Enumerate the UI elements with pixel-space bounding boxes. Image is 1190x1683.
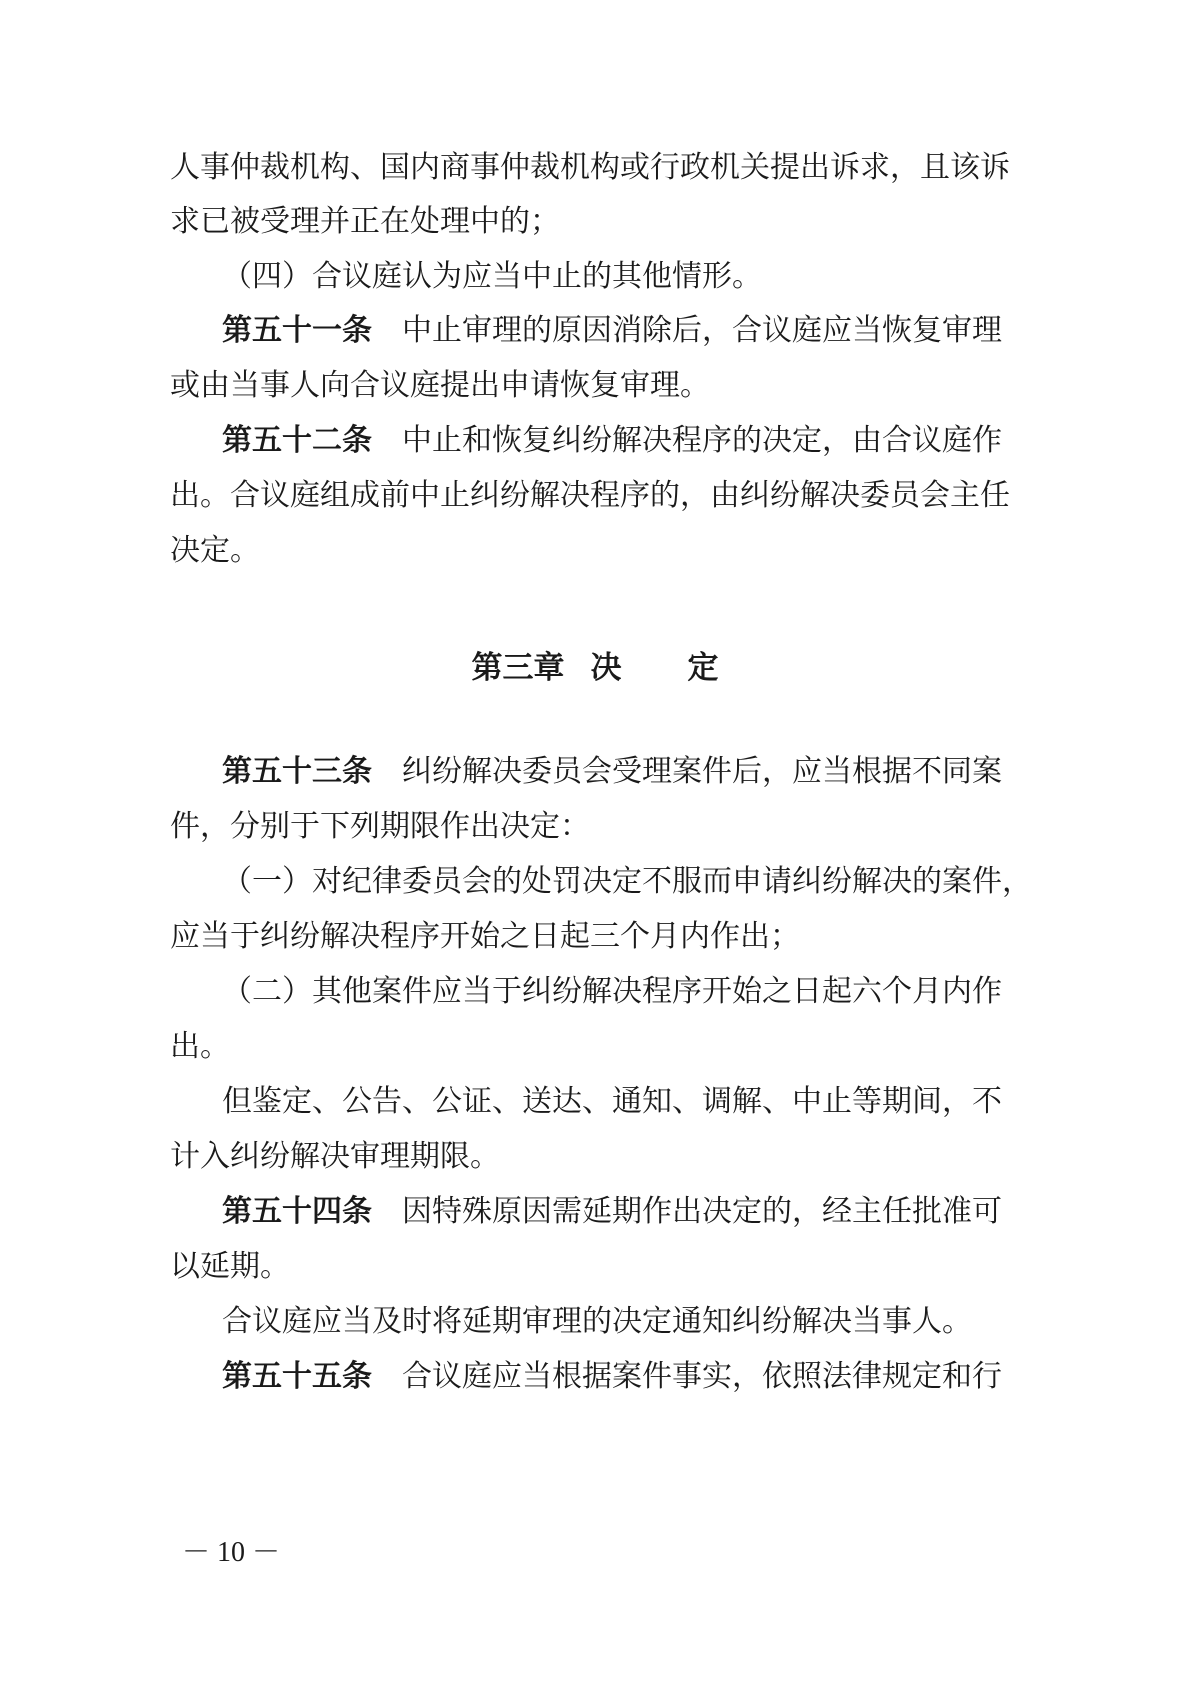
chapter-title-part: 定 [687,650,719,686]
paragraph-line: 应当于纠纷解决程序开始之日起三个月内作出； [170,919,800,954]
paragraph-line: 件，分别于下列期限作出决定： [170,809,590,844]
article-label: 第五十四条 [222,1194,372,1229]
paragraph-line: 以延期。 [170,1249,290,1284]
article-55 [222,1357,1002,1397]
article-51 [222,311,1002,351]
list-item: （二）其他案件应当于纠纷解决程序开始之日起六个月内作 [222,974,1002,1009]
paragraph-line: 或由当事人向合议庭提出申请恢复审理。 [170,368,710,403]
article-text: 中止审理的原因消除后，合议庭应当恢复审理 [402,313,1002,348]
article-label: 第五十五条 [222,1359,372,1394]
article-text: 中止和恢复纠纷解决程序的决定，由合议庭作 [402,423,1002,458]
paragraph-line: 但鉴定、公告、公证、送达、通知、调解、中止等期间，不 [222,1084,1002,1119]
paragraph-line: 人事仲裁机构、国内商事仲裁机构或行政机关提出诉求，且该诉 [170,150,1010,185]
paragraph-line: 合议庭应当及时将延期审理的决定通知纠纷解决当事人。 [222,1304,972,1339]
article-label: 第五十一条 [222,313,372,348]
article-label: 第五十二条 [222,423,372,458]
paragraph-line: 出。合议庭组成前中止纠纷解决程序的，由纠纷解决委员会主任 [170,478,1010,513]
chapter-title-part: 决 [590,650,622,686]
article-54 [222,1192,1002,1232]
paragraph-line: 计入纠纷解决审理期限。 [170,1139,500,1174]
list-item: （四）合议庭认为应当中止的其他情形。 [222,259,762,294]
chapter-number: 第三章 [471,650,565,686]
list-item: （一）对纪律委员会的处罚决定不服而申请纠纷解决的案件， [222,864,1032,899]
article-text: 纠纷解决委员会受理案件后，应当根据不同案 [402,754,1002,789]
article-text: 合议庭应当根据案件事实，依照法律规定和行 [402,1359,1002,1394]
page-number: － 10 － [182,1537,281,1568]
chapter-heading [0,642,1190,687]
paragraph-line: 求已被受理并正在处理中的； [170,204,560,239]
article-text: 因特殊原因需延期作出决定的，经主任批准可 [402,1194,1002,1229]
article-label: 第五十三条 [222,754,372,789]
article-52 [222,421,1002,461]
paragraph-line: 出。 [170,1029,230,1064]
paragraph-line: 决定。 [170,533,260,568]
article-53 [222,752,1002,792]
